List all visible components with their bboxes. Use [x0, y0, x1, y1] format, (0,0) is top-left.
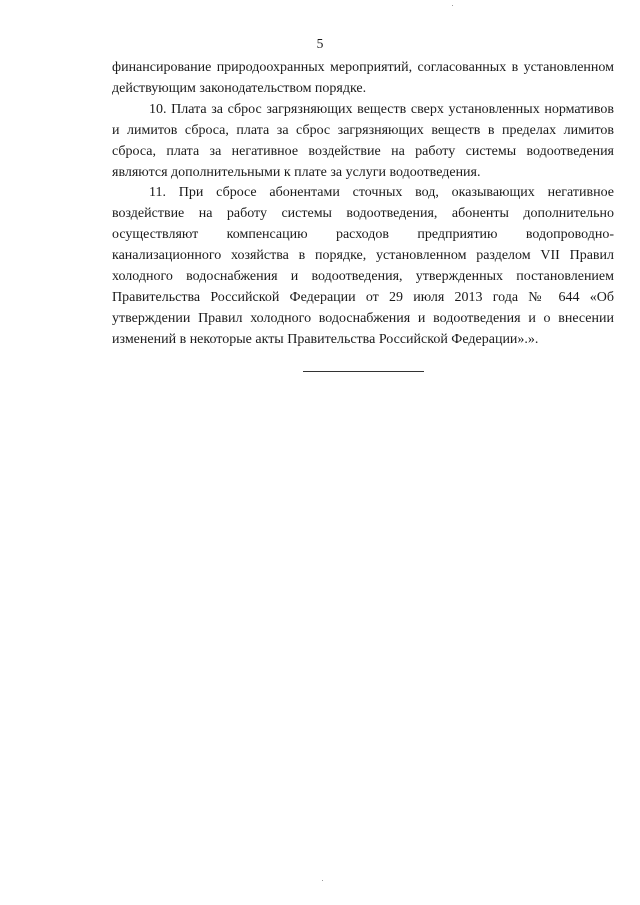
paragraph-continuation: финансирование природоохранных мероприятий, согласованных в установленном действующим законодательством порядке.: [112, 60, 614, 96]
document-body: [112, 58, 614, 351]
paragraph-item-10: 10. Плата за сброс загрязняющих веществ сверх установленных нормативов и лимитов сброса, плата за сброс загрязняющих веществ в пределах лимитов сброса, плата за негативное воздействие на работу системы водоотведения являются дополнительными к плате за услуги водоотведения.: [112, 101, 614, 180]
page-number: 5: [316, 36, 324, 51]
end-of-text-divider: [303, 371, 424, 372]
scan-speck: [322, 880, 323, 881]
paragraph-item-11: 11. При сбросе абонентами сточных вод, оказывающих негативное воздействие на работу системы водоотведения, абоненты дополнительно осуществляют компенсацию расходов предприятию водопроводно-канализационного хозяйства в порядке, установленном разделом VII Правил холодного водоснабжения и водоотведения, утвержденных постановлением Правительства Российской Федерации от 29 июля 2013 года № 644 «Об утверждении Правил холодного водоснабжения и водоотведения и о внесении изменений в некоторые акты Правительства Российской Федерации».».: [112, 185, 614, 347]
scan-speck: [452, 5, 453, 6]
